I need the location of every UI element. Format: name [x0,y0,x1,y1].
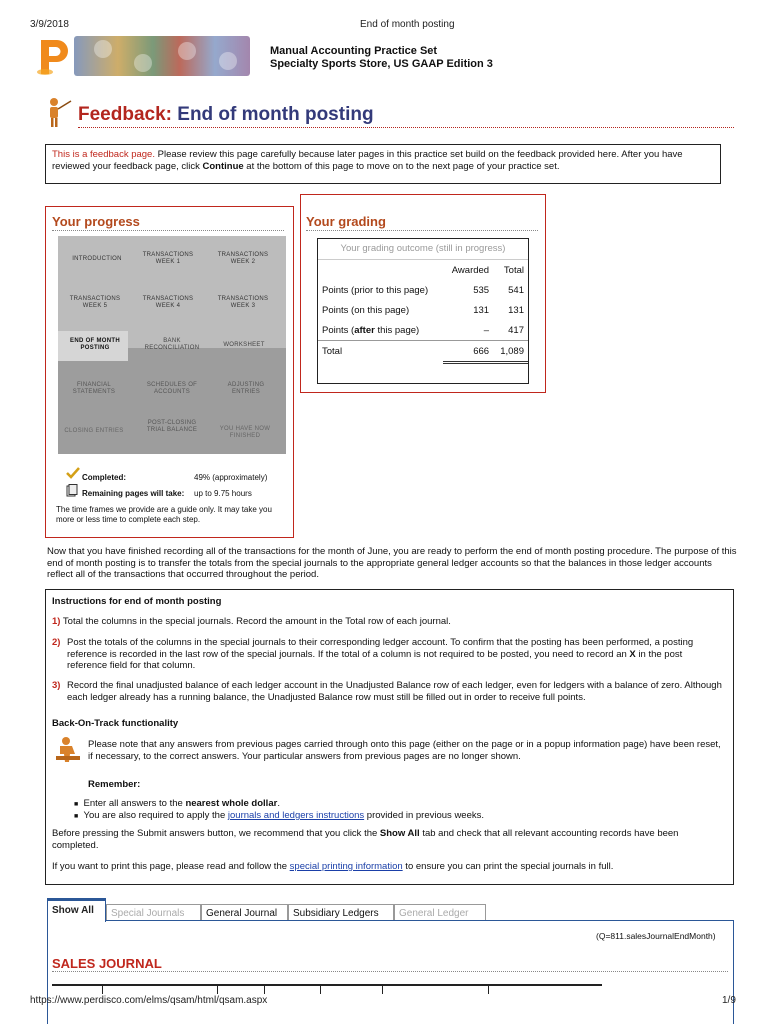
grading-row [318,280,528,300]
grading-box [317,238,529,384]
page-heading [78,104,374,126]
bullet-text: You are also required to apply the [83,810,228,821]
step-2 [52,637,722,672]
grading-caption: Your grading outcome (still in progress) [318,239,528,260]
sales-journal-title: SALES JOURNAL [52,956,162,971]
notice-text2: at the bottom of this page to move on to the next page of your practice set. [243,161,560,172]
step-num: 2) [52,637,61,648]
piece-end-of-month: END OF MONTH POSTING [70,338,120,351]
piece-post-closing: POST-CLOSING TRIAL BALANCE [146,420,198,433]
bullet-nearest-dollar: ■ Enter all answers to the nearest whole dollar. [74,798,280,809]
piece-finished: YOU HAVE NOW FINISHED [219,426,271,439]
feedback-notice [45,144,721,184]
bullet-instructions: ■ You are also required to apply the journals and ledgers instructions provided in previous weeks. [74,810,485,821]
row-label-post: this page) [374,324,420,336]
step-text: in the post reference field for that column. [67,648,683,671]
tab-content-left-border [47,920,48,1024]
bullet-text: Enter all answers to the [83,798,186,809]
step-1 [52,616,722,628]
instructions-title: Instructions for end of month posting [52,596,222,607]
row-label-pre: Points ( [322,324,355,336]
grading-row [318,320,528,341]
tab-content-top-border [106,920,734,921]
print-date: 3/9/2018 [30,19,69,30]
bullet-text: . [277,798,280,809]
piece-week4: TRANSACTIONS WEEK 4 [142,296,194,309]
piece-introduction: INTRODUCTION [72,256,122,262]
sales-journal-divider [52,971,728,972]
before-submit-text [52,828,722,851]
print-page-number: 1/9 [722,995,736,1006]
row-total: 541 [508,284,524,296]
step-text: Record the final unadjusted balance of each ledger account in the Unadjusted Balance row of each ledger, even for ledgers with a balance of zero. Although each ledger already has a running balance, the Unadjusted Balance row must still be filled out in order to receive full points. [67,680,722,703]
grading-total-row [318,341,528,363]
row-label [318,320,443,341]
tab-content-right-border [733,920,734,1024]
piece-week2: TRANSACTIONS WEEK 2 [217,252,269,265]
print-title: End of month posting [360,19,455,30]
grading-divider [306,230,538,231]
checkmark-icon [66,467,80,479]
piece-schedules: SCHEDULES OF ACCOUNTS [146,382,198,395]
journals-ledgers-instructions-link[interactable]: journals and ledgers instructions [227,810,365,821]
row-total: 131 [508,304,524,316]
tab-special-journals[interactable]: Special Journals [106,904,201,921]
row-awarded: 131 [473,304,490,316]
piece-closing: CLOSING ENTRIES [64,428,124,434]
notice-text1: Please review this page carefully because later pages in this practice set build on the feedback provided here. After you have reviewed your feedback page, click [52,149,683,172]
step-num: 1) [52,616,61,627]
row-label: Points (prior to this page) [322,284,429,296]
heading-divider [78,127,734,128]
course-line1: Manual Accounting Practice Set [270,45,438,57]
intro-paragraph: Now that you have finished recording all of the transactions for the month of June, you are ready to perform the end of month posting procedure. The purpose of this end of month posting is to transfer the totals from the special journals to the appropriate general ledger accounts so that the balances in those ledger accounts reflect all of the transactions that occurred throughout the period. [47,546,737,580]
piece-worksheet: WORKSHEET [223,342,265,348]
grading-title: Your grading [306,214,386,229]
course-line2: Specialty Sports Store, US GAAP Edition 3 [270,58,493,70]
step-text: Total the columns in the special journals. Record the amount in the Total row of each journal. [62,616,451,627]
completed-label: Completed: [82,473,126,482]
feedback-prefix: Feedback: [78,104,172,125]
piece-adjusting: ADJUSTING ENTRIES [227,382,265,395]
col-awarded: Awarded [451,264,490,276]
notice-red: This is a feedback page. [52,149,155,160]
tab-general-journal[interactable]: General Journal [201,904,288,921]
pages-icon [66,484,78,497]
piece-week3: TRANSACTIONS WEEK 3 [217,296,269,309]
bullet-bold: nearest whole dollar [185,798,278,809]
col-total: Total [503,264,524,276]
step-text: Post the totals of the columns in the special journals to their corresponding ledger account. To confirm that the posting has been performed, a posting reference is recorded in the last row of the special journals. If the total of a column is not required to be posted, you need to record an [67,637,694,660]
row-label-bold: after [354,324,375,336]
perdisco-logo-icon [35,36,75,76]
before-bold: Show All [379,828,420,839]
tab-show-all[interactable]: Show All [47,898,106,922]
row-total: 1,089 [493,341,528,363]
notice-continue: Continue [202,161,244,172]
puzzle-banner-image [74,36,250,76]
tab-general-ledger[interactable]: General Ledger [394,904,486,921]
row-awarded: 535 [473,284,490,296]
back-on-track-text: Please note that any answers from previous pages carried through onto this page (either on the page or in a popup information page) have been reset, if necessary, to the correct answers. Your particular answers from previous pages are no longer shown. [88,739,721,762]
print-text: If you want to print this page, please read and follow the [52,861,290,872]
before-text: Before pressing the Submit answers button, we recommend that you click the [52,828,380,839]
progress-divider [52,230,284,231]
back-on-track-icon [54,736,82,764]
step-bold: X [629,648,636,660]
row-label: Total [318,341,443,363]
feedback-title: End of month posting [177,104,374,125]
piece-financial-statements: FINANCIAL STATEMENTS [72,382,116,395]
print-url: https://www.perdisco.com/elms/qsam/html/qsam.aspx [30,995,268,1006]
piece-week1: TRANSACTIONS WEEK 1 [142,252,194,265]
print-info-text [52,861,722,873]
before-text: tab and check that all relevant accounting records have been completed. [52,828,679,851]
remember-label: Remember: [88,779,141,790]
row-awarded: 666 [443,341,493,363]
timeframe-note: The time frames we provide are a guide only. It may take you more or less time to complete each step. [56,505,272,524]
presenter-figure-icon [44,96,74,128]
grading-row [318,300,528,320]
step-3 [52,680,722,703]
back-on-track-title: Back-On-Track functionality [52,718,179,729]
progress-puzzle-image [58,236,286,454]
piece-bank-reconciliation: BANK RECONCILIATION [144,338,200,351]
special-printing-link[interactable]: special printing information [289,861,403,872]
grading-table [318,260,528,364]
step-num: 3) [52,680,61,691]
bullet-text: provided in previous weeks. [364,810,485,821]
piece-week5: TRANSACTIONS WEEK 5 [69,296,121,309]
course-title [270,45,493,71]
progress-title: Your progress [52,214,140,229]
remaining-value: up to 9.75 hours [194,489,252,498]
print-text: to ensure you can print the special journals in full. [402,861,614,872]
row-label: Points (on this page) [322,304,410,316]
row-total: 417 [508,324,524,336]
completed-value: 49% (approximately) [194,473,268,482]
remaining-label: Remaining pages will take: [82,489,185,498]
instructions-box [45,589,734,885]
query-reference: (Q=811.salesJournalEndMonth) [596,931,716,941]
tab-subsidiary-ledgers[interactable]: Subsidiary Ledgers [288,904,394,921]
row-awarded: – [483,324,490,336]
